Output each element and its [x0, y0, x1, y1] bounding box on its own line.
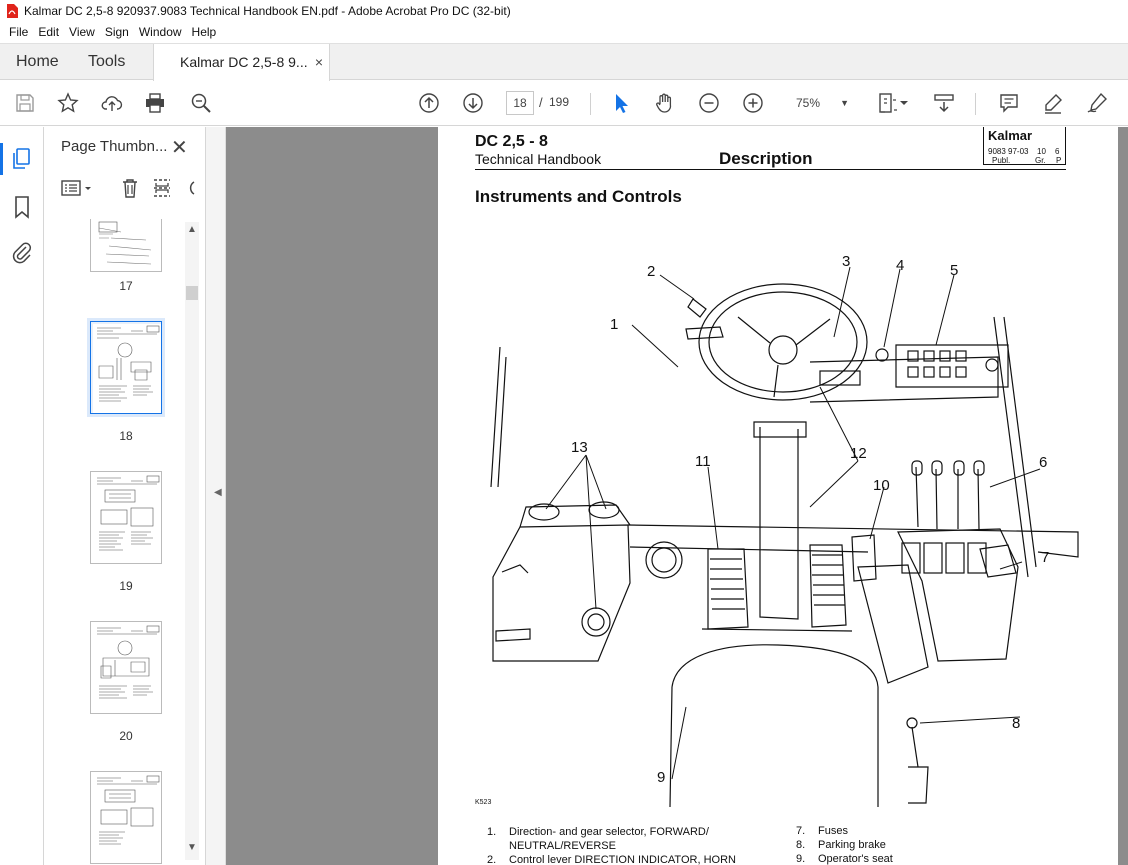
save-icon[interactable] [13, 91, 37, 115]
tab-bar [0, 43, 1128, 80]
hand-tool-icon[interactable] [653, 91, 677, 115]
tab-tools[interactable]: Tools [88, 53, 126, 70]
header-rule [475, 169, 1066, 170]
callout-label: 2 [647, 263, 656, 280]
scrollbar-thumb[interactable] [186, 286, 198, 300]
page-thumbnail[interactable] [90, 471, 162, 564]
tab-document[interactable] [153, 44, 330, 81]
scroll-up-icon[interactable]: ▲ [187, 224, 197, 235]
toolbar-divider [590, 93, 591, 115]
window-title: Kalmar DC 2,5-8 920937.9083 Technical Handbook EN.pdf - Adobe Acrobat Pro DC (32-bit) [24, 4, 511, 18]
legend-item [796, 853, 996, 865]
callout-label: 5 [950, 262, 959, 279]
page-thumbnail-number: 18 [119, 429, 133, 443]
acrobat-icon [6, 4, 18, 18]
scroll-down-icon[interactable]: ▼ [187, 842, 197, 853]
tab-home[interactable]: Home [16, 53, 59, 70]
ref-label-gr: Gr. [1035, 156, 1046, 165]
chevron-down-icon: ▼ [840, 98, 849, 108]
legend-text: Direction- and gear selector, FORWARD/ [509, 826, 709, 838]
page-separator: / [539, 95, 543, 110]
attachments-icon[interactable] [10, 240, 34, 264]
tab-document-label: Kalmar DC 2,5-8 9... [180, 54, 308, 70]
callout-label: 8 [1012, 715, 1021, 732]
insert-pages-icon[interactable] [151, 177, 173, 199]
document-viewer [206, 127, 1128, 865]
page-thumbnail-number: 19 [119, 579, 133, 593]
callout-label: 3 [842, 253, 851, 270]
highlight-pen-icon[interactable] [1041, 91, 1065, 115]
ref-page: 6 [1055, 147, 1060, 156]
page-thumbnails-panel [45, 127, 206, 865]
close-panel-icon[interactable]: ✕ [171, 137, 188, 159]
page-thumbnail-number: 17 [119, 279, 133, 293]
print-icon[interactable] [143, 91, 167, 115]
legend-text: Fuses [818, 825, 848, 837]
zoom-search-icon[interactable] [189, 91, 213, 115]
document-model: DC 2,5 - 8 [475, 133, 548, 150]
page-thumbnail[interactable] [90, 771, 162, 864]
document-subtitle: Technical Handbook [475, 151, 602, 167]
close-tab-icon[interactable]: × [314, 54, 323, 70]
menu-view[interactable]: View [69, 25, 95, 39]
thumbnail-options-icon[interactable] [61, 177, 95, 199]
pdf-page [438, 127, 1118, 865]
panel-title: Page Thumbn... [61, 138, 168, 155]
menu-edit[interactable]: Edit [38, 25, 60, 39]
menu-bar [0, 22, 1128, 42]
callout-label: 6 [1039, 454, 1048, 471]
select-cursor-icon[interactable] [609, 91, 633, 115]
legend-text: Control lever DIRECTION INDICATOR, HORN [509, 854, 736, 865]
next-page-icon[interactable] [461, 91, 485, 115]
menu-file[interactable]: File [9, 25, 29, 39]
callout-label: 1 [610, 316, 619, 333]
callout-label: 7 [1041, 549, 1050, 566]
legend-number: 7. [796, 825, 806, 837]
page-thumbnail[interactable] [90, 621, 162, 714]
page-thumbnails-icon[interactable] [10, 147, 34, 171]
zoom-out-icon[interactable] [697, 91, 721, 115]
callout-label: 11 [695, 453, 711, 470]
page-thumbnail[interactable] [90, 219, 162, 272]
title-bar [0, 0, 1128, 22]
callout-label: 12 [850, 445, 867, 462]
thumbnail-scrollbar[interactable] [185, 222, 199, 860]
ref-code: 9083 97-03 [988, 147, 1029, 156]
callout-label: 4 [896, 257, 905, 274]
callout-label: 13 [571, 439, 588, 456]
document-section-header: Description [719, 149, 813, 168]
legend-text: NEUTRAL/REVERSE [509, 840, 616, 852]
comment-icon[interactable] [997, 91, 1021, 115]
section-title: Instruments and Controls [475, 187, 682, 206]
toolbar-divider [975, 93, 976, 115]
bookmark-star-icon[interactable] [56, 91, 80, 115]
upload-cloud-icon[interactable] [100, 91, 124, 115]
legend-text: Operator's seat [818, 853, 893, 865]
callout-label: 9 [657, 769, 666, 786]
legend-text: Parking brake [818, 839, 886, 851]
legend-number: 9. [796, 853, 806, 865]
legend-number: 8. [796, 839, 806, 851]
logo-text: Kalmar [988, 128, 1033, 143]
figure-code: K523 [475, 799, 492, 806]
sign-pen-icon[interactable] [1085, 91, 1109, 115]
kalmar-logo [983, 127, 1066, 165]
menu-help[interactable]: Help [191, 25, 217, 39]
ref-group: 10 [1037, 147, 1046, 156]
page-thumbnail-number: 20 [119, 729, 133, 743]
legend-item [487, 854, 787, 865]
previous-page-icon[interactable] [417, 91, 441, 115]
toolbar [0, 81, 1128, 126]
page-number-input[interactable]: 18 [506, 91, 534, 115]
legend-item [796, 839, 996, 853]
fit-page-chevron-icon[interactable] [898, 91, 910, 115]
callout-label: 10 [873, 477, 890, 494]
page-thumbnail-current[interactable] [90, 321, 162, 414]
navigation-rail [0, 127, 44, 865]
menu-sign[interactable]: Sign [104, 25, 129, 39]
zoom-level-value: 75% [796, 96, 821, 110]
legend-item [796, 825, 996, 839]
scrolling-mode-icon[interactable] [932, 91, 956, 115]
menu-window[interactable]: Window [138, 25, 182, 39]
legend-item [487, 840, 787, 854]
legend-item [487, 826, 787, 840]
bookmarks-icon[interactable] [10, 195, 34, 219]
zoom-level-dropdown[interactable] [785, 91, 855, 115]
rotate-icon[interactable] [185, 177, 195, 199]
legend-number: 2. [487, 854, 497, 865]
zoom-in-icon[interactable] [741, 91, 765, 115]
ref-label-publ: Publ. [992, 156, 1011, 165]
ref-label-p: P [1056, 156, 1062, 165]
thumbnail-list [45, 219, 185, 865]
delete-icon[interactable] [119, 177, 141, 199]
legend-number: 1. [487, 826, 497, 838]
collapse-panel-icon[interactable]: ◀ [214, 487, 222, 498]
fit-page-icon[interactable] [876, 91, 900, 115]
total-pages: 199 [549, 95, 570, 109]
